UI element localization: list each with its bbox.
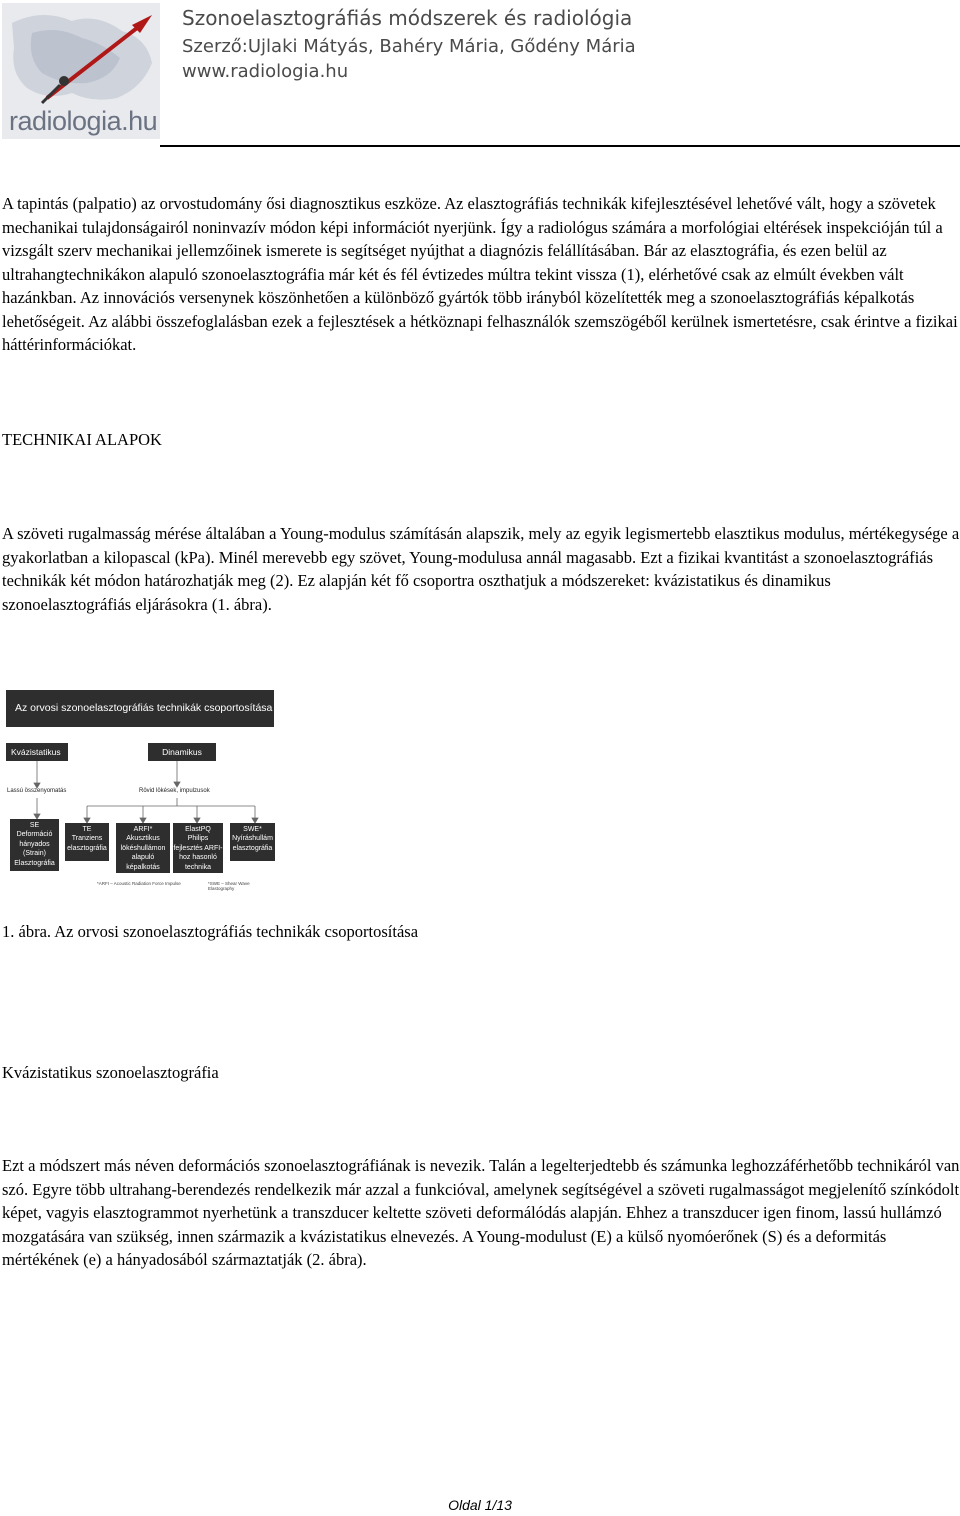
page-number: Oldal 1/13 [448,1497,512,1513]
radiologia-logo [2,3,160,139]
document-authors: Szerző:Ujlaki Mátyás, Bahéry Mária, Gődény Mária [182,36,636,57]
figure-1-caption: 1. ábra. Az orvosi szonoelasztográfiás technikák csoportosítása [2,922,419,941]
elastpq-box: ElastPQ Philips fejlesztés ARFI-hoz hasonló technika [173,823,223,873]
slow-compression-label: Lassú összenyomatás [7,788,67,794]
figure-1-diagram [5,690,275,890]
technical-basics-paragraph: A szöveti rugalmasság mérése általában a Young-modulus számításán alapszik, mely az egyik legismertebb elasztikus modulus, mértékegysége a gyakorlatban a kilopascal (kPa). Minél merevebb egy szövet, Young-modulusa annál magasabb. Ezt a fizikai kvantitást a szonoelasztográfiás technikák két módon határozhatják meg (2). Ez alapján két fő csoportra oszthatjuk a módszereket: kvázistatikus és dinamikus szonoelasztográfiás eljárásokra (1. ábra). [2,524,960,614]
swe-footnote: *SWE – Shear Wave Elastography [208,881,250,891]
figure-title-box: Az orvosi szonoelasztográfiás technikák csoportosítása [6,690,274,727]
quasistatic-box: Kvázistatikus [6,743,68,761]
header-divider [160,145,960,147]
swe-box: SWE* Nyíráshullám elasztográfia [230,823,275,861]
document-title: Szonoelasztográfiás módszerek és radiológia [182,6,633,30]
dynamic-box: Dinamikus [148,743,216,761]
intro-paragraph: A tapintás (palpatio) az orvostudomány ősi diagnosztikus eszköze. Az elasztográfiás technikák kifejlesztésével lehetővé vált, hogy a szövetek mechanikai tulajdonságairól noninvazív módon képi információt nyerjünk. Így a radiológus számára a morfológiai eltérések inspekcióján túl a vizsgált szerv mechanikai jellemzőinek ismerete is segítséget nyújthat a diagnózis felállításában. Bár az elasztográfia, és ezen belül az ultrahangtechnikákon alapuló szonoelasztográfia már két és fél évtizedes múltra tekint vissza (1), elérhetővé csak az elmúlt években vált hazánkban. Az innovációs versenynek köszönhetően a különböző gyártók több irányból közelítették meg a szonoelasztográfiás képalkotás lehetőségeit. Az alábbi összefoglalásban ezek a fejlesztések a hétköznapi felhasználók szemszögéből kerülnek ismertetésre, csak érintve a fizikai háttérinformációkat. [2,194,958,354]
arfi-footnote: *ARFI – Acoustic Radiation Force Impulse [97,881,181,886]
section-heading-kvazistatikus: Kvázistatikus szonoelasztográfia [2,1063,219,1082]
te-box: TE Tranziens elasztográfia [65,823,109,861]
site-url[interactable]: www.radiologia.hu [182,61,349,82]
section-heading-technikai-alapok: TECHNIKAI ALAPOK [2,430,162,449]
logo-text: radiologia.hu [9,106,158,136]
quasistatic-paragraph: Ezt a módszert más néven deformációs szonoelasztográfiának is nevezik. Talán a legelterjedtebb és számunka leghozzáférhetőbb technikáról van szó. Egyre több ultrahang-berendezés rendelkezik már azzal a funkcióval, amelynek segítségével a szöveti rugalmasságot megjelenítő színkódolt képet, vagyis elasztogrammot nyerhetünk a transzducer keltette szöveti deformálódás alapján. Ehhez a transzducer igen finom, lassú hullámzó mozgatására van szükség, innen származik a kvázistatikus elnevezés. A Young-modulust (E) a külső nyomóerőnek (S) és a deformitás mértékének (e) a hányadosából származtatják (2. ábra). [2,1156,960,1269]
arfi-box: ARFI* Akusztikus lökéshullámon alapuló képalkotás [116,823,170,873]
short-pulses-label: Rövid lökések, impulzusok [139,788,210,794]
se-box: SE Deformáció hányados (Strain) Elasztográfia [10,819,59,871]
